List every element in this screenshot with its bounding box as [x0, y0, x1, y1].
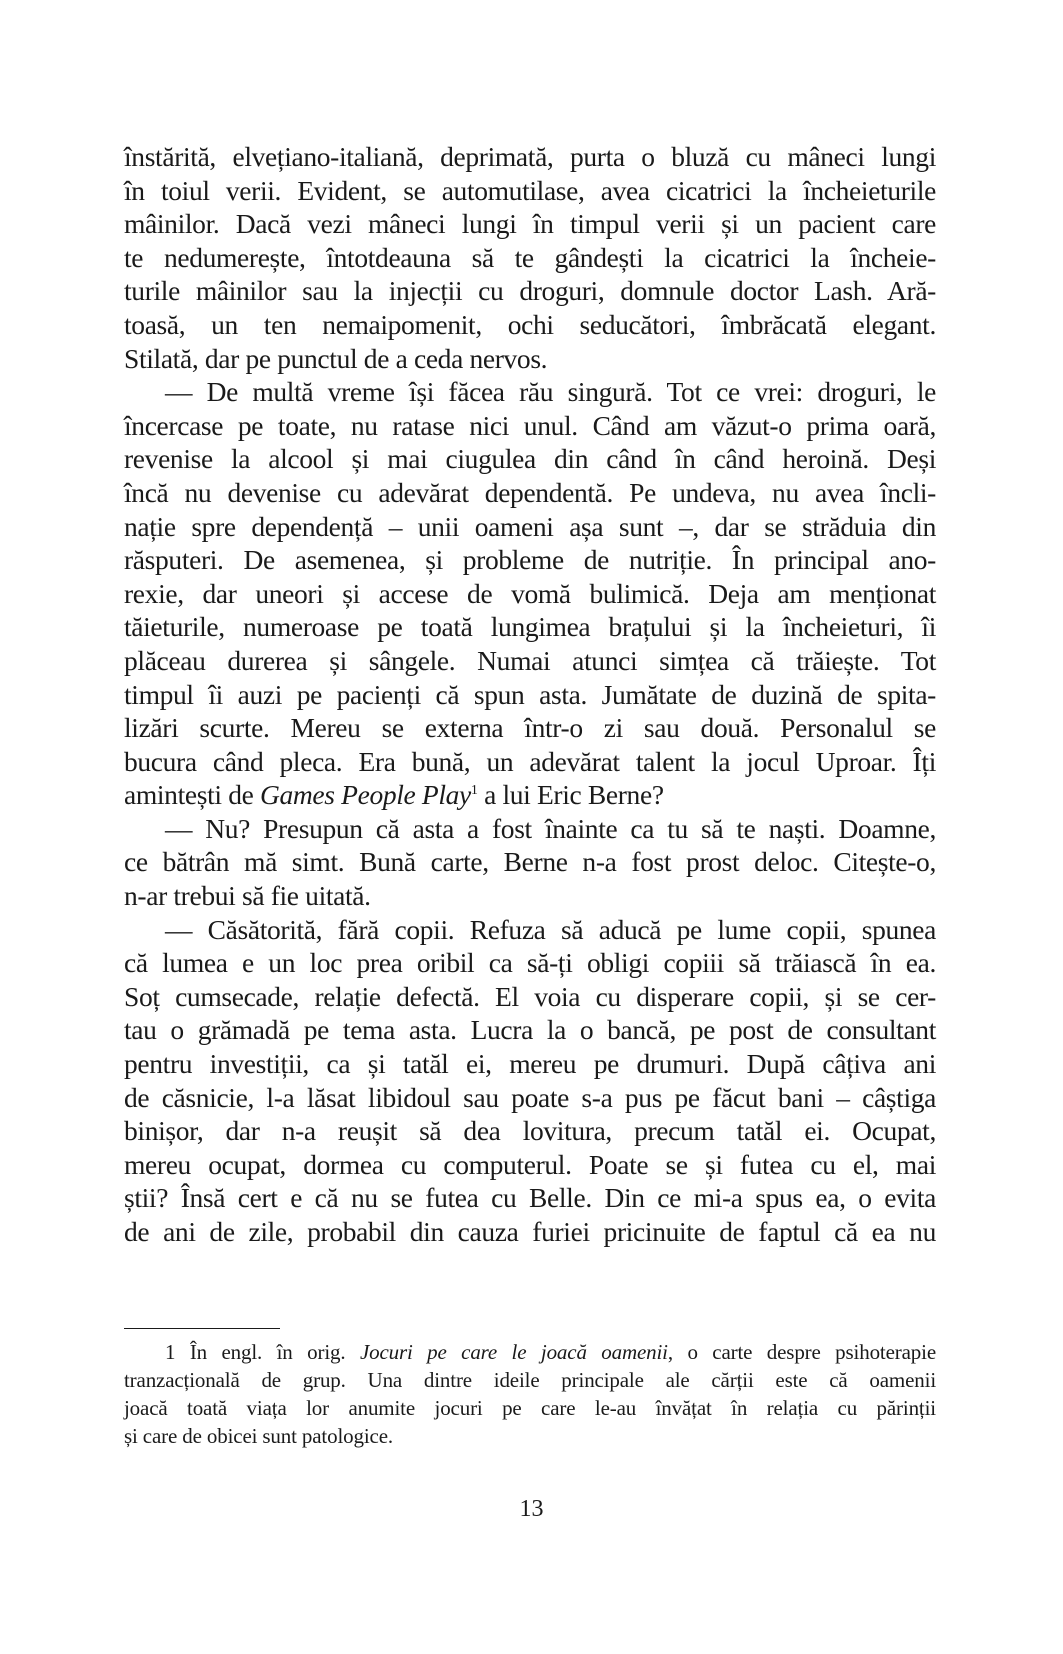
text-line: mâinilor. Dacă vezi mâneci lungi în timpul verii și un pacient care — [124, 208, 936, 240]
text-line-with-footnote-ref — [124, 778, 936, 812]
book-title-italic: Games People Play — [259, 779, 471, 811]
text-segment: , o carte despre psihoterapie — [667, 1340, 936, 1364]
text-line: toasă, un ten nemaipomenit, ochi seducători, îmbrăcată elegant. — [124, 308, 936, 340]
text-line: de căsnicie, l-a lăsat libidoul sau poate s-a pus pe făcut bani – câștiga — [124, 1081, 936, 1113]
text-line: — Căsătorită, fără copii. Refuza să aducă pe lume copii, spunea — [165, 913, 936, 945]
footnote-divider — [124, 1328, 280, 1329]
text-line: nație spre dependență – unii oameni așa sunt –, dar se străduia din — [124, 510, 936, 542]
footnote-line — [124, 1338, 936, 1366]
text-line: bucura când pleca. Era bună, un adevărat talent la jocul Uproar. Îți — [124, 745, 936, 777]
text-line: timpul îi auzi pe pacienți că spun asta. Jumătate de duzină de spita- — [124, 678, 936, 710]
text-line: ce bătrân mă simt. Bună carte, Berne n-a fost prost deloc. Citește-o, — [124, 846, 936, 878]
footnote-number: 1 — [165, 1340, 176, 1364]
text-line: plăceau durerea și sângele. Numai atunci simțea că trăiește. Tot — [124, 644, 936, 676]
text-line: încercase pe toate, nu ratase nici unul. Când am văzut-o prima oară, — [124, 409, 936, 441]
text-segment: amintești de — [124, 779, 260, 811]
text-line: mereu ocupat, dormea cu computerul. Poate se și futea cu el, mai — [124, 1148, 936, 1180]
text-line: — De multă vreme își făcea rău singură. Tot ce vrei: droguri, le — [165, 376, 936, 408]
text-line: încă nu devenise cu adevărat dependentă. Pe undeva, nu avea încli- — [124, 476, 936, 508]
text-line: de ani de zile, probabil din cauza furiei pricinuite de faptul că ea nu — [124, 1216, 936, 1247]
text-segment: a lui Eric Berne? — [477, 779, 664, 811]
footnote-reference[interactable]: 1 — [470, 783, 478, 799]
text-line: înstărită, elvețiano-italiană, deprimată, purta o bluză cu mâneci lungi — [124, 141, 936, 172]
text-segment: În engl. în orig. — [175, 1340, 360, 1364]
text-line: Stilată, dar pe punctul de a ceda nervos. — [124, 342, 548, 374]
text-line: — Nu? Presupun că asta a fost înainte ca tu să te naști. Doamne, — [165, 812, 936, 844]
footnote — [124, 1338, 936, 1450]
text-line: turile mâinilor sau la injecții cu droguri, domnule doctor Lash. Ară- — [124, 275, 936, 307]
text-line: binișor, dar n-a reușit să dea lovitura, precum tatăl ei. Ocupat, — [124, 1115, 936, 1147]
text-line: n-ar trebui să fie uitată. — [124, 880, 371, 912]
text-line: în toiul verii. Evident, se automutilase, avea cicatrici la încheieturile — [124, 174, 936, 206]
translated-title-italic: Jocuri pe care le joacă oamenii — [359, 1340, 668, 1364]
text-line: rexie, dar uneori și accese de vomă bulimică. Deja am menționat — [124, 577, 936, 609]
footnote-line: și care de obicei sunt patologice. — [124, 1424, 393, 1448]
text-line: te nedumerește, întotdeauna să te gândești la cicatrici la încheie- — [124, 241, 936, 273]
text-line: tăieturile, numeroase pe toată lungimea brațului și la încheieturi, îi — [124, 611, 936, 643]
footnote-line: tranzacțională de grup. Una dintre ideile principale ale cărții este că oamenii — [124, 1368, 936, 1392]
text-line: răsputeri. De asemenea, și probleme de nutriție. În principal ano- — [124, 544, 936, 576]
text-line: că lumea e un loc prea oribil ca să-ți obligi copiii să trăiască în ea. — [124, 947, 936, 979]
footnote-line: joacă toată viața lor anumite jocuri pe care le-au învățat în relația cu părinții — [124, 1396, 936, 1420]
text-line: știi? Însă cert e că nu se futea cu Belle. Din ce mi-a spus ea, o evita — [124, 1182, 936, 1214]
text-line: revenise la alcool și mai ciugulea din când în când heroină. Deși — [124, 443, 936, 475]
text-line: lizări scurte. Mereu se externa într-o zi sau două. Personalul se — [124, 712, 936, 744]
text-line: pentru investiții, ca și tatăl ei, mereu pe drumuri. După câțiva ani — [124, 1048, 936, 1080]
page-number: 13 — [519, 1496, 544, 1522]
text-line: tau o grămadă pe tema asta. Lucra la o bancă, pe post de consultant — [124, 1014, 936, 1046]
text-line: Soț cumsecade, relație defectă. El voia cu disperare copii, și se cer- — [124, 980, 936, 1012]
page-body — [124, 140, 936, 1249]
